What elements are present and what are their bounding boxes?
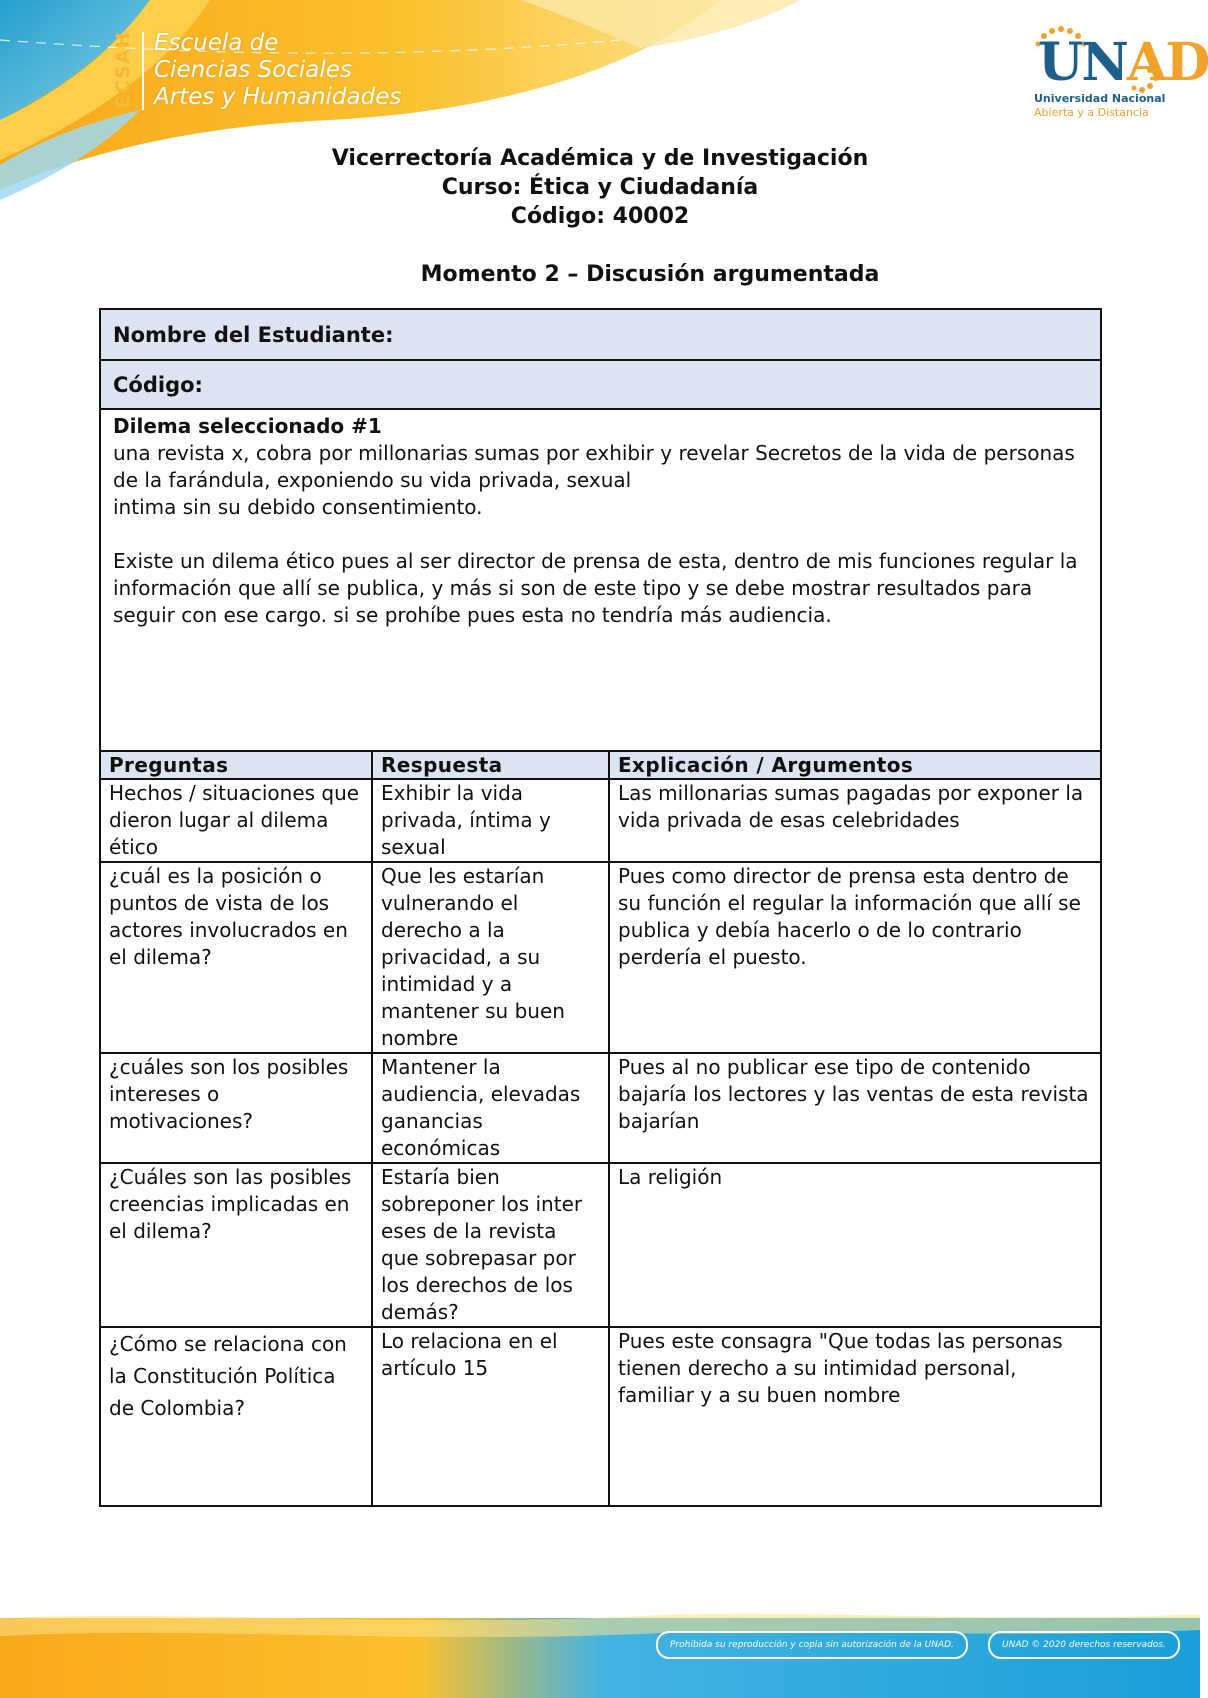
dilemma-analysis: Existe un dilema ético pues al ser director de prensa de esta, dentro de mis funciones regular la información que allí se publica, y más si son de este tipo y se debe mostrar resultados para seguir con ese cargo. si se prohíbe pues esta no tendría más audiencia. [113,549,1078,627]
student-code-label: Código: [113,372,203,397]
dilemma-spacer [113,521,1088,548]
question-cell: ¿Cómo se relaciona con la Constitución Política de Colombia? [101,1327,372,1505]
document-titles [0,144,1200,231]
dilemma-description: una revista x, cobra por millonarias sumas por exhibir y revelar Secretos de la vida de personas de la farándula, exponiendo su vida privada, sexual [113,441,1075,492]
school-line-3: Artes y Humanidades [154,84,402,110]
logo-mark [1038,32,1208,93]
logo-line-1: Universidad Nacional [1034,92,1166,105]
answer-cell: Mantener la audiencia, elevadas ganancias económicas [372,1053,609,1163]
header-respuesta: Respuesta [372,752,609,779]
answer-cell: Que les estarían vulnerando el derecho a la privacidad, a su intimidad y a mantener su buen nombre [372,862,609,1053]
student-name-row [101,310,1100,361]
argument-cell: Pues este consagra "Que todas las personas tienen derecho a su intimidad personal, familiar y a su buen nombre [609,1327,1100,1505]
activity-table [99,308,1102,1507]
school-line-2: Ciencias Sociales [154,57,352,83]
dilemma-title: Dilema seleccionado #1 [113,414,382,438]
argument-cell: Pues al no publicar ese tipo de contenido bajaría los lectores y las ventas de esta revista bajarían [609,1053,1100,1163]
answer-cell: Estaría bien sobreponer los inter eses de la revista que sobrepasar por los derechos de los demás? [372,1163,609,1327]
footer-notice: Prohibida su reproducción y copia sin autorización de la UNAD. [656,1631,968,1659]
logo-mark-orange: AD [1126,32,1208,93]
table-row [101,1053,1100,1163]
table-row [101,779,1100,862]
questions-header-row [101,752,1100,779]
argument-cell: Las millonarias sumas pagadas por exponer la vida privada de esas celebridades [609,779,1100,862]
title-momento: Momento 2 – Discusión argumentada [420,262,880,287]
dilemma-description-cont: intima sin su debido consentimiento. [113,495,483,519]
title-vicerrectoria: Vicerrectoría Académica y de Investigación [331,146,869,171]
student-code-row [101,361,1100,410]
table-row [101,862,1100,1053]
dilemma-section [101,410,1100,752]
question-cell: ¿cuáles son los posibles intereses o motivaciones? [101,1053,372,1163]
table-row [101,1163,1100,1327]
question-cell: ¿Cuáles son las posibles creencias implicadas en el dilema? [101,1163,372,1327]
answer-cell: Exhibir la vida privada, íntima y sexual [372,779,609,862]
answer-cell: Lo relaciona en el artículo 15 [372,1327,609,1505]
questions-table [101,752,1100,1505]
argument-cell: Pues como director de prensa esta dentro de su función el regular la información que allí se publica y debía hacerlo o de lo contrario perdería el puesto. [609,862,1100,1053]
logo-line-2: Abierta y a Distancia [1034,106,1149,119]
argument-cell: La religión [609,1163,1100,1327]
header-explicacion: Explicación / Argumentos [609,752,1100,779]
title-codigo: Código: 40002 [510,204,690,229]
table-row [101,1327,1100,1505]
title-curso: Curso: Ética y Ciudadanía [441,175,759,200]
school-divider [142,32,144,110]
question-cell: ¿cuál es la posición o puntos de vista de los actores involucrados en el dilema? [101,862,372,1053]
school-name [154,30,474,111]
footer-copyright: UNAD © 2020 derechos reservados. [988,1631,1180,1659]
school-line-1: Escuela de [154,30,279,56]
header-preguntas: Preguntas [101,752,372,779]
school-acronym: ECSAH [112,31,134,108]
question-cell: Hechos / situaciones que dieron lugar al dilema ético [101,779,372,862]
student-name-label: Nombre del Estudiante: [113,322,394,347]
unad-logo [1030,26,1208,126]
logo-mark-blue: UN [1038,32,1127,93]
